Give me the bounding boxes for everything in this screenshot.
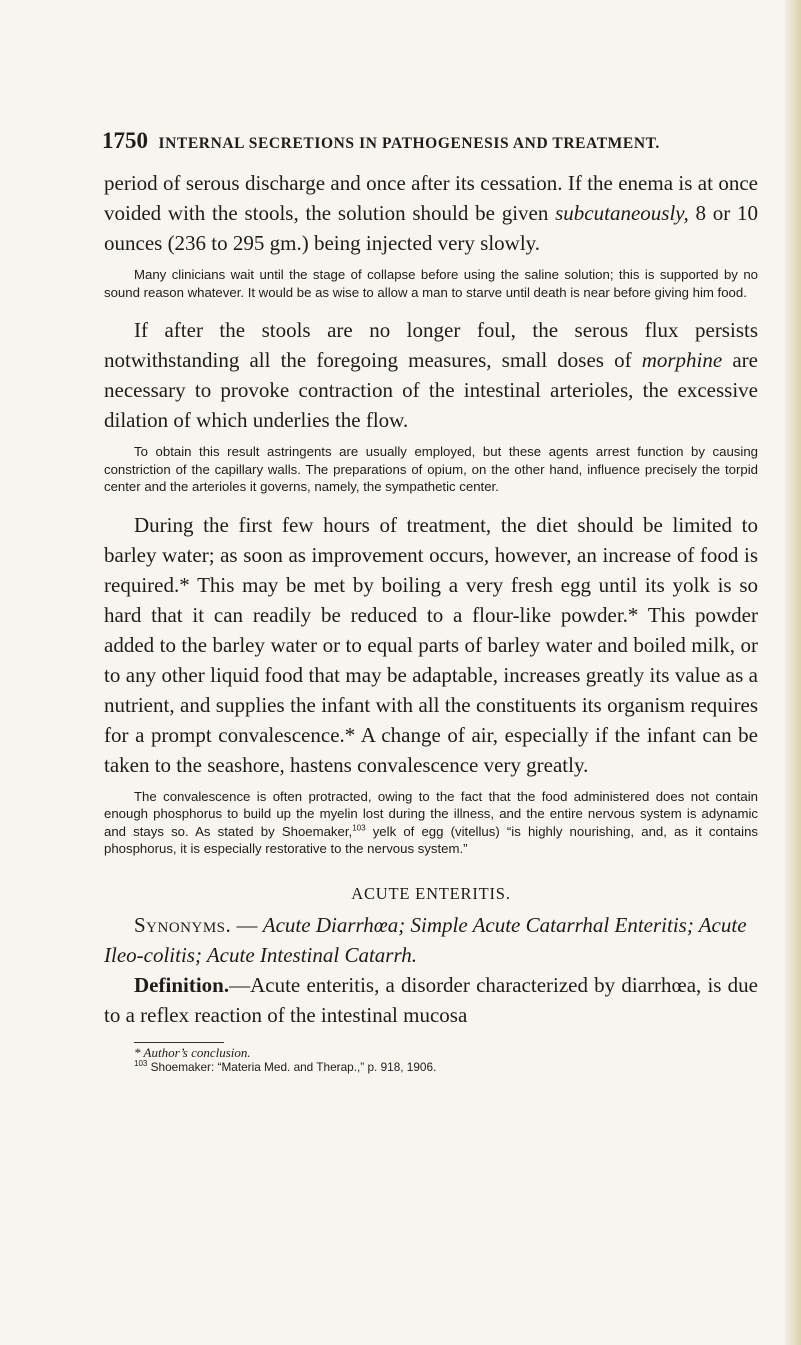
footnote-ref-103: 103 — [352, 823, 366, 833]
page-number: 1750 — [102, 128, 148, 153]
synonyms-text: Acute Diarrhœa; Simple Acute Catarrhal Enteritis; Acute Ileo-colitis; Acute Intestinal Catarrh. — [104, 912, 747, 967]
footnote-number: 103 — [134, 1058, 148, 1068]
definition-paragraph — [104, 970, 758, 1030]
note-paragraph-3 — [104, 788, 758, 858]
book-page — [104, 128, 758, 1074]
page-edge — [785, 0, 801, 1345]
synonyms-label: Synonyms. — [134, 912, 232, 937]
footnote-reference-text: Shoemaker: “Materia Med. and Therap.,” p. 918, 1906. — [147, 1059, 437, 1074]
footnote-author — [134, 1046, 758, 1060]
paragraph-1 — [104, 168, 758, 258]
paragraph-2-text-b: are necessary to provoke contraction of the intestinal arterioles, the excessive dilation of which underlies the flow. — [104, 348, 758, 432]
running-header — [102, 128, 758, 154]
definition-text: —Acute enteritis, a disorder characterized by diarrhœa, is due to a reflex reaction of the intestinal mucosa — [104, 972, 758, 1027]
note-3-text-b: yelk of egg (vitellus) “is highly nourishing, and, as it contains phosphorus, it is especially restorative to the nervous system.” — [104, 823, 759, 856]
paragraph-1-text-b: 8 or 10 ounces (236 to 295 gm.) being injected very slowly. — [104, 201, 758, 255]
synonyms-dash: — — [231, 912, 263, 937]
paragraph-1-emphasis: subcutaneously, — [555, 201, 689, 225]
paragraph-2 — [104, 315, 758, 435]
paragraph-2-text-a: If after the stools are no longer foul, the serous flux persists notwithstanding all the foregoing measures, small doses of — [104, 318, 758, 372]
synonyms-paragraph — [104, 910, 758, 970]
note-paragraph-2: To obtain this result astringents are usually employed, but these agents arrest function by causing constriction of the capillary walls. The preparations of opium, on the other hand, influence precisely the torpid center and the arterioles it governs, namely, the sympathetic center. — [104, 444, 758, 494]
footnote-author-text: * Author’s conclusion. — [134, 1044, 251, 1060]
footnote-rule — [134, 1042, 224, 1043]
paragraph-3: During the first few hours of treatment, the diet should be limited to barley water; as soon as improvement occurs, however, an increase of food is required.* This may be met by boiling a very fresh egg until its yolk is so hard that it can readily be reduced to a flour-like powder.* This powder added to the barley water or to equal parts of barley water and boiled milk, or to any other liquid food that may be adaptable, increases greatly its value as a nutrient, and supplies the infant with all the constituents its organism requires for a prompt convalescence.* A change of air, especially if the infant can be taken to the seashore, hastens convalescence very greatly. — [104, 512, 758, 777]
note-3-text-a: The convalescence is often protracted, owing to the fact that the food administered does not contain enough phosphorus to build up the myelin lost during the illness, and the entire nervous system is adynamic and stays so. As stated by Shoemaker, — [104, 788, 758, 839]
footnote-reference — [134, 1060, 758, 1074]
paragraph-2-emphasis: morphine — [641, 348, 723, 372]
paragraph-1-text-a: period of serous discharge and once after its cessation. If the enema is at once voided with the stools, the solution should be given — [104, 171, 758, 225]
definition-label: Definition. — [134, 972, 230, 997]
section-heading: ACUTE ENTERITIS. — [351, 883, 511, 903]
note-paragraph-1: Many clinicians wait until the stage of collapse before using the saline solution; this is supported by no sound reason whatever. It would be as wise to allow a man to starve until death is near before giving him food. — [104, 267, 758, 300]
running-title: INTERNAL SECRETIONS IN PATHOGENESIS AND TREATMENT. — [158, 135, 660, 152]
